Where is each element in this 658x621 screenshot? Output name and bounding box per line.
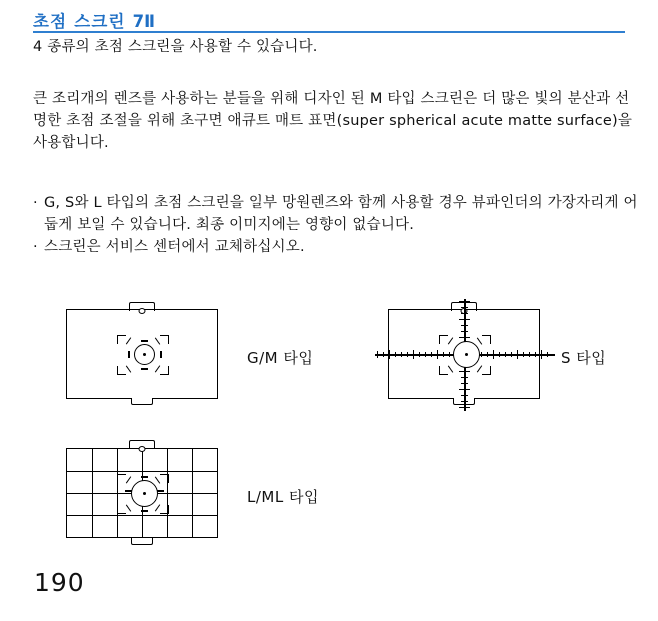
scale-tick	[517, 350, 518, 359]
af-slash-bottom-left-icon	[126, 365, 132, 372]
center-focus-dot-icon	[143, 492, 146, 495]
scale-tick	[461, 383, 468, 384]
scale-tick	[389, 350, 390, 359]
scale-tick	[459, 407, 470, 408]
scale-tick	[401, 352, 402, 357]
scale-tick	[541, 350, 542, 359]
scale-tick	[529, 352, 530, 357]
focus-screen-frame	[66, 309, 218, 399]
scale-tick	[459, 319, 470, 320]
page-title	[33, 8, 155, 32]
scale-tick	[425, 352, 426, 357]
af-slash-top-left-icon	[126, 476, 132, 483]
af-slash-bottom-left-icon	[126, 504, 132, 511]
center-focus-dot-icon	[465, 353, 468, 356]
scale-tick	[407, 352, 408, 357]
af-tick-top	[141, 340, 148, 342]
screen-tab-notch-top-icon	[129, 440, 155, 449]
scale-tick	[419, 352, 420, 357]
diagram-gm-type	[66, 309, 218, 399]
bullet-icon: ·	[33, 239, 38, 255]
focus-screen-frame	[66, 448, 218, 538]
af-tick-left	[125, 490, 132, 492]
af-bracket-top-right-icon	[482, 335, 491, 344]
diagram-l-ml-label: L/ML 타입	[247, 488, 319, 506]
intro-paragraph: 4 종류의 초점 스크린을 사용할 수 있습니다.	[33, 39, 318, 55]
scale-tick	[383, 352, 384, 357]
af-bracket-bottom-right-icon	[160, 505, 169, 514]
scale-tick	[413, 350, 414, 359]
af-tick-bottom	[141, 510, 148, 512]
af-bracket-top-right-icon	[160, 474, 169, 483]
af-tick-right	[160, 351, 162, 358]
page-title-suffix: 7Ⅱ	[132, 12, 155, 31]
scale-tick	[523, 352, 524, 357]
af-tick-right	[157, 490, 164, 492]
list-item-text: 스크린은 서비스 센터에서 교체하십시오.	[44, 239, 305, 255]
scale-tick	[459, 301, 470, 302]
af-tick-top	[141, 476, 148, 478]
scale-tick	[377, 351, 378, 358]
af-slash-top-left-icon	[448, 337, 454, 344]
page-title-text: 초점 스크린	[33, 12, 126, 31]
diagram-s-type	[388, 309, 540, 399]
center-focus-dot-icon	[143, 353, 146, 356]
scale-tick	[459, 389, 470, 390]
screen-tab-notch-bottom-icon	[131, 538, 153, 545]
list-item	[33, 192, 643, 236]
page-number: 190	[34, 568, 85, 597]
af-bracket-bottom-right-icon	[482, 366, 491, 375]
af-bracket-bottom-left-icon	[439, 366, 448, 375]
af-tick-bottom	[141, 368, 148, 370]
list-item	[33, 236, 643, 258]
scale-tick	[461, 325, 468, 326]
notes-list	[33, 192, 643, 258]
title-divider	[33, 31, 625, 33]
af-reticle-gm	[108, 331, 178, 379]
focus-screen-frame	[388, 309, 540, 399]
scale-tick	[535, 352, 536, 357]
af-bracket-bottom-left-icon	[117, 505, 126, 514]
screen-tab-notch-top-icon	[129, 302, 155, 311]
af-bracket-top-left-icon	[117, 335, 126, 344]
af-reticle-s	[430, 331, 500, 379]
scale-tick	[461, 307, 468, 308]
af-bracket-bottom-right-icon	[160, 366, 169, 375]
diagram-l-ml-type	[66, 448, 218, 538]
scale-tick	[547, 352, 548, 357]
af-bracket-bottom-left-icon	[117, 366, 126, 375]
diagram-gm-label: G/M 타입	[247, 349, 314, 367]
af-bracket-top-right-icon	[160, 335, 169, 344]
af-bracket-top-left-icon	[439, 335, 448, 344]
bullet-icon: ·	[33, 195, 38, 211]
af-slash-bottom-left-icon	[448, 365, 454, 372]
screen-tab-notch-bottom-icon	[131, 398, 153, 405]
af-bracket-top-left-icon	[117, 474, 126, 483]
scale-tick	[461, 401, 468, 402]
scale-tick	[511, 352, 512, 357]
diagram-s-label: S 타입	[561, 349, 607, 367]
scale-tick	[395, 352, 396, 357]
af-reticle-lml	[108, 470, 178, 518]
af-slash-top-left-icon	[126, 337, 132, 344]
scale-tick	[505, 352, 506, 357]
body-paragraph: 큰 조리개의 렌즈를 사용하는 분들을 위해 디자인 된 M 타입 스크린은 더 많은 빛의 분산과 선명한 초점 조절을 위해 초구면 애큐트 매트 표면(super spherical acute matte surface)을 사용합니다.	[33, 91, 637, 151]
list-item-text: G, S와 L 타입의 초점 스크린을 일부 망원렌즈와 함께 사용할 경우 뷰파인더의 가장자리게 어둡게 보일 수 있습니다. 최종 이미지에는 영향이 없습니다.	[44, 195, 638, 233]
af-tick-left	[128, 351, 130, 358]
scale-tick	[461, 313, 468, 314]
scale-tick	[461, 395, 468, 396]
